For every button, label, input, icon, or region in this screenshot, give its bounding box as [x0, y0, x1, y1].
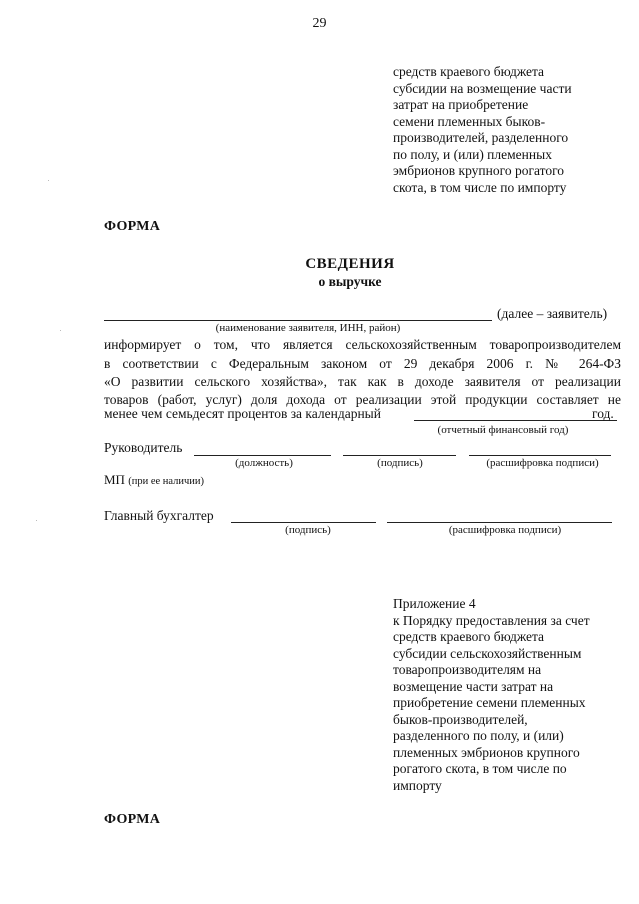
- paragraph-line-4: товаров (работ, услуг) доля дохода от реализации этой продукции составляет не: [104, 392, 621, 407]
- stamp-label: МП: [104, 472, 125, 487]
- head-position-line: [194, 455, 331, 456]
- stamp-placeholder: [104, 472, 204, 488]
- document-subtitle: о выручке: [318, 274, 382, 289]
- page-number: 29: [312, 16, 327, 31]
- accountant-caption-signature: (подпись): [285, 524, 331, 536]
- scan-speck: [60, 330, 61, 331]
- accountant-decoding-line: [387, 522, 612, 523]
- header-reference-block: средств краевого бюджета субсидии на возмещение части затрат на приобретение семени племенных быков- производителей, разделенного по полу, и (или) племенных эмбрионов крупного рогатого скота, в том числе по импорту: [393, 64, 572, 195]
- appendix-block: Приложение 4 к Порядку предоставления за счет средств краевого бюджета субсидии сельскохозяйственным товаропроизводителям на возмещение части затрат на приобретение семени племенных быков-производителей, разделенного по полу, и (или) племенных эмбрионов крупного рогатого скота, в том числе по импорту: [393, 596, 590, 793]
- head-label: Руководитель: [104, 440, 183, 455]
- head-signature-line: [343, 455, 456, 456]
- reporting-year-line: [414, 420, 617, 421]
- form-label: ФОРМА: [104, 219, 161, 234]
- caption-position: (должность): [235, 457, 293, 469]
- scan-speck: [48, 180, 49, 181]
- paragraph-last-line: менее чем семьдесят процентов за календарный: [104, 406, 381, 421]
- form-label-2: ФОРМА: [104, 812, 161, 827]
- applicant-caption: (наименование заявителя, ИНН, район): [215, 322, 401, 334]
- head-decoding-line: [469, 455, 611, 456]
- document-title: СВЕДЕНИЯ: [305, 256, 395, 272]
- paragraph-line-3: «О развитии сельского хозяйства», так как в доходе заявителя от реализации: [104, 374, 621, 389]
- accountant-label: Главный бухгалтер: [104, 508, 214, 523]
- paragraph-line-2: в соответствии с Федеральным законом от 29 декабря 2006 г. № 264-ФЗ: [104, 356, 621, 371]
- reporting-year-caption: (отчетный финансовый год): [437, 424, 569, 436]
- caption-signature: (подпись): [377, 457, 423, 469]
- applicant-name-line: [104, 320, 492, 321]
- scan-speck: [36, 520, 37, 521]
- caption-decoding: (расшифровка подписи): [486, 457, 599, 469]
- applicant-suffix: (далее – заявитель): [497, 306, 608, 321]
- accountant-caption-decoding: (расшифровка подписи): [448, 524, 562, 536]
- paragraph-line-1: информирует о том, что является сельскохозяйственным товаропроизводителем: [104, 337, 621, 352]
- accountant-signature-line: [231, 522, 376, 523]
- stamp-note: (при ее наличии): [128, 476, 205, 487]
- year-suffix: год.: [592, 406, 614, 421]
